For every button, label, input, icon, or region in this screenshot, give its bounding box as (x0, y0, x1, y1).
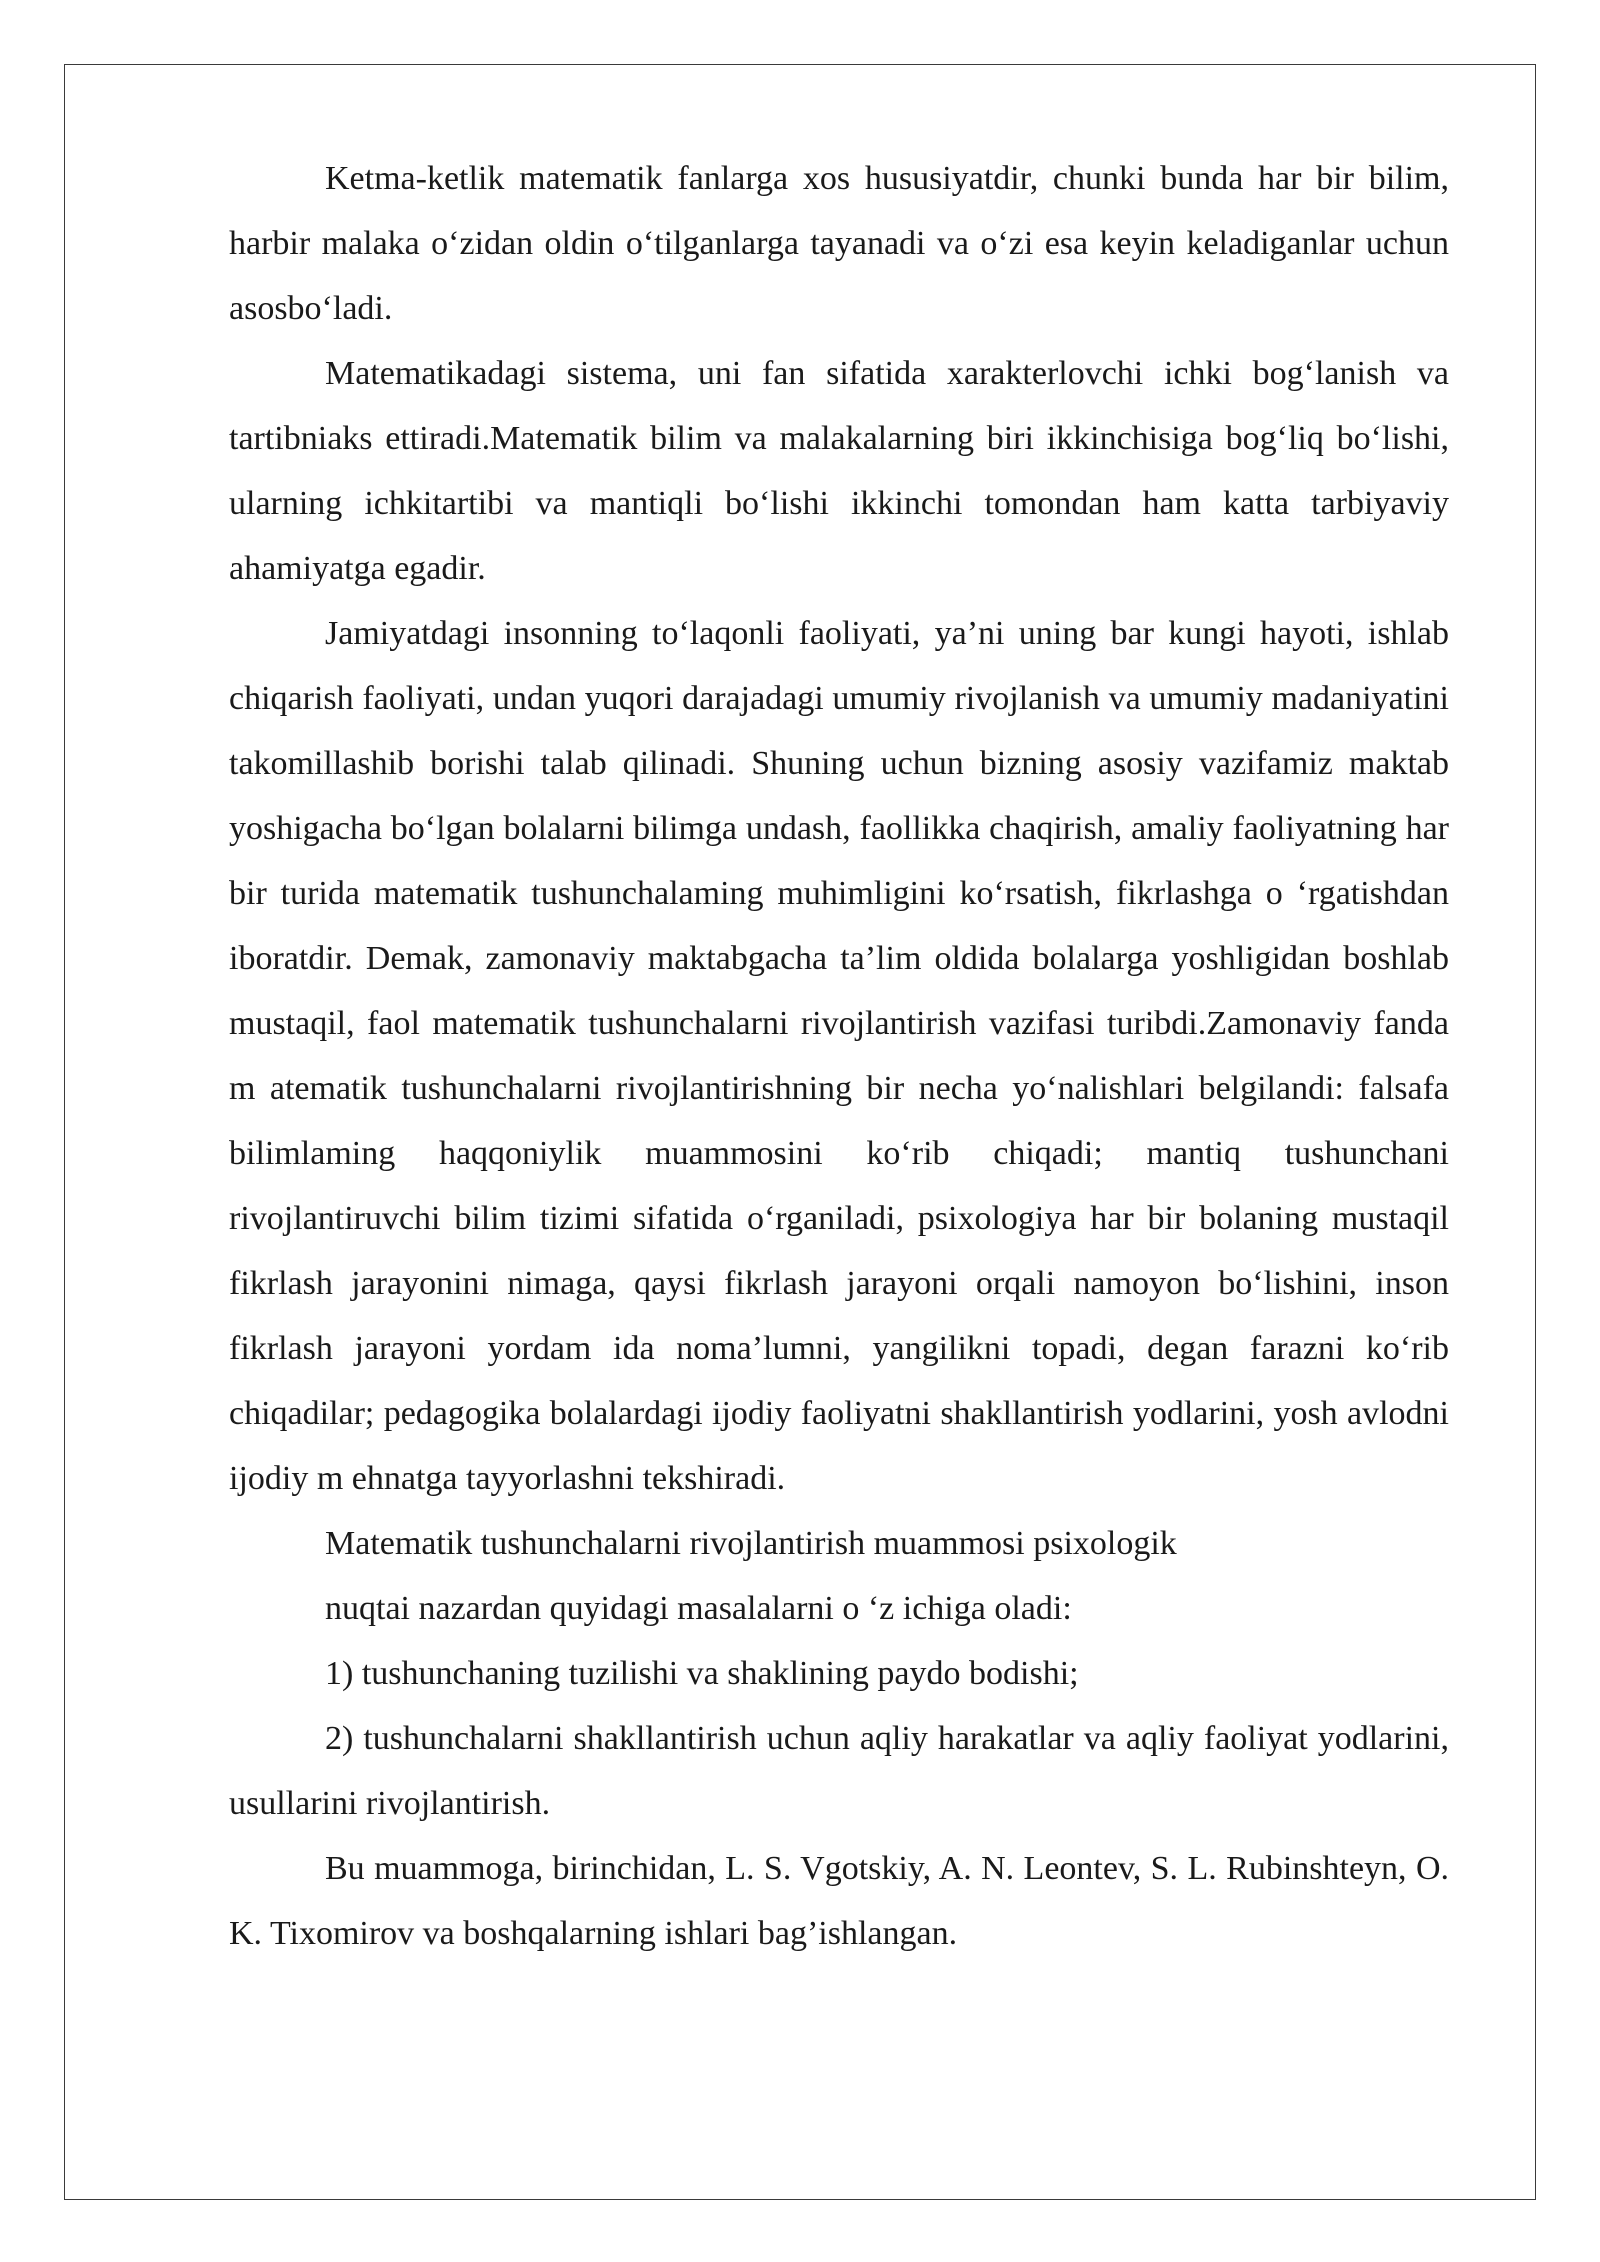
paragraph-problem-continuation: nuqtai nazardan quyidagi masalalarni o ‘z ichiga oladi: (325, 1590, 1072, 1627)
paragraph-system: Matematikadagi sistema, uni fan sifatida xarakterlovchi ichki bog‘lanish va tartibniaks ettiradi.Matematik bilim va malakalarning biri ikkinchisiga bog‘liq bo‘lishi, ularning ichkitartibi va mantiqli bo‘lishi ikkinchi tomondan ham katta tarbiyaviy ahamiyatga egadir. (229, 355, 1449, 587)
list-item-1: 1) tushunchaning tuzilishi va shaklining paydo bodishi; (325, 1655, 1079, 1692)
paragraph-problem-intro: Matematik tushunchalarni rivojlantirish muammosi psixologik (325, 1525, 1177, 1562)
paragraph-society: Jamiyatdagi insonning to‘laqonli faoliyati, ya’ni uning bar kungi hayoti, ishlab chiqarish faoliyati, undan yuqori darajadagi umumiy rivojlanish va umumiy madaniyatini takomillashib borishi talab qilinadi. Shuning uchun bizning asosiy vazifamiz maktab yoshigacha bo‘lgan bolalarni bilimga undash, faollikka chaqirish, amaliy faoliyatning har bir turida matematik tushunchalaming muhimligini ko‘rsatish, fikrlashga o ‘rgatishdan iboratdir. Demak, zamonaviy maktabgacha ta’lim oldida bolalarga yoshligidan boshlab mustaqil, faol matematik tushunchalarni rivojlantirish vazifasi turibdi.Zamonaviy fanda m atematik tushunchalarni rivojlantirishning bir necha yo‘nalishlari belgilandi: falsafa bilimlaming haqqoniylik muammosini ko‘rib chiqadi; mantiq tushunchani rivojlantiruvchi bilim tizimi sifatida o‘rganiladi, psixologiya har bir bolaning mustaqil fikrlash jarayonini nimaga, qaysi fikrlash jarayoni orqali namoyon bo‘lishini, inson fikrlash jarayoni yordam ida noma’lumni, yangilikni topadi, degan farazni ko‘rib chiqadilar; pedagogika bolalardagi ijodiy faoliyatni shakllantirish yodlarini, yosh avlodni ijodiy m ehnatga tayyorlashni tekshiradi. (229, 615, 1449, 1497)
paragraph-sequence: Ketma-ketlik matematik fanlarga xos hususiyatdir, chunki bunda har bir bilim, harbir malaka o‘zidan oldin o‘tilganlarga tayanadi va o‘zi esa keyin keladiganlar uchun asosbo‘ladi. (229, 160, 1449, 327)
paragraph-authors: Bu muammoga, birinchidan, L. S. Vgotskiy, A. N. Leontev, S. L. Rubinshteyn, O. K. Tixomirov va boshqalarning ishlari bag’ishlangan. (229, 1850, 1449, 1952)
list-item-2: 2) tushunchalarni shakllantirish uchun aqliy harakatlar va aqliy faoliyat yodlarini, usullarini rivojlantirish. (229, 1720, 1449, 1822)
document-body (229, 146, 1449, 1966)
